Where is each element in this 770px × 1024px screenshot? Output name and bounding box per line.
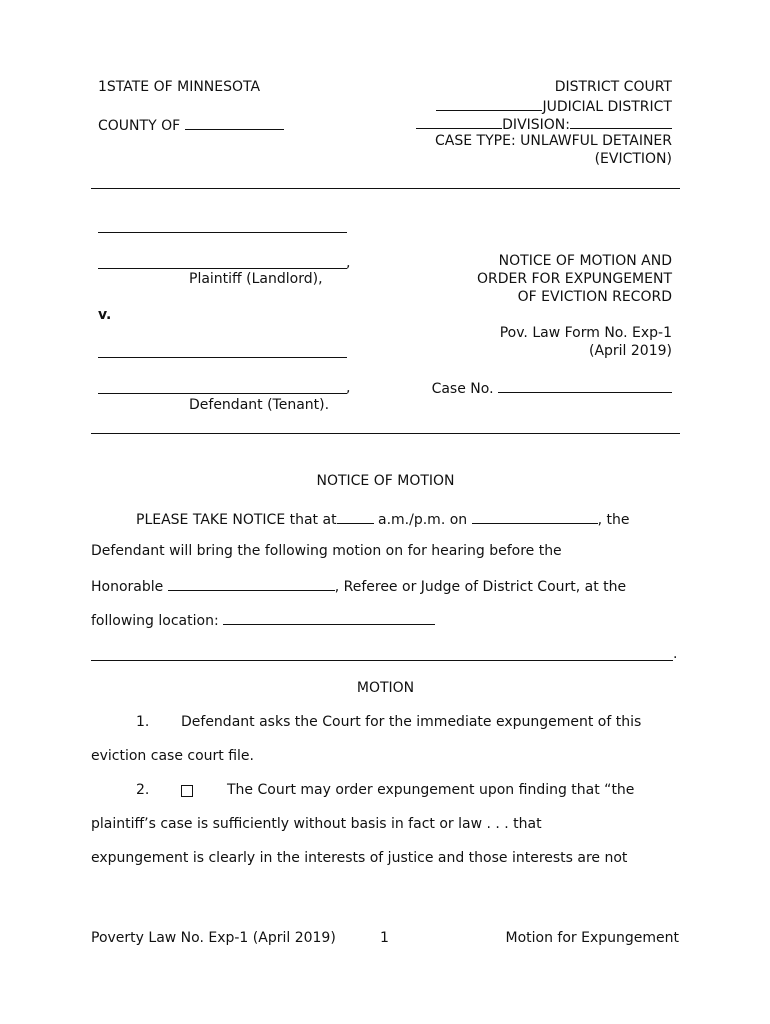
case-type-line1: CASE TYPE: UNLAWFUL DETAINER: [435, 133, 672, 149]
footer-title: Motion for Expungement: [505, 930, 679, 946]
notice-text-honorable: Honorable: [91, 579, 164, 595]
header-divider: [91, 188, 680, 189]
motion-item1-text: Defendant asks the Court for the immediate expungement of this: [181, 714, 642, 730]
motion-item2-checkbox[interactable]: [181, 783, 193, 801]
form-date: (April 2019): [588, 343, 672, 359]
defendant-name-blank-1[interactable]: [98, 357, 347, 358]
state-heading: 1STATE OF MINNESOTA: [98, 79, 261, 95]
notice-text-the: , the: [597, 512, 630, 528]
hearing-date-blank[interactable]: [472, 509, 598, 524]
judicial-district-blank[interactable]: [436, 96, 542, 111]
county-label: COUNTY OF: [98, 118, 181, 134]
division-prefix-blank[interactable]: [416, 114, 502, 129]
motion-item2-text: The Court may order expungement upon finding that “the: [227, 782, 635, 798]
notice-text-at: PLEASE TAKE NOTICE that at: [136, 512, 337, 528]
doc-title-line3: OF EVICTION RECORD: [517, 289, 672, 305]
motion-item2-continued2: expungement is clearly in the interests of justice and those interests are not: [91, 850, 628, 866]
versus-label: v.: [98, 307, 112, 323]
location-blank-2[interactable]: [91, 660, 673, 661]
doc-title-line2: ORDER FOR EXPUNGEMENT: [476, 271, 672, 287]
notice-paragraph-line1: [136, 509, 630, 529]
doc-title-line1: NOTICE OF MOTION AND: [498, 253, 672, 269]
motion-item1-number: 1.: [136, 714, 150, 730]
defendant-name-blank-2[interactable]: [98, 393, 347, 394]
motion-heading: MOTION: [356, 680, 415, 696]
division-blank[interactable]: [570, 114, 672, 129]
judicial-district-line: [436, 96, 672, 116]
defendant-label: Defendant (Tenant).: [189, 397, 330, 413]
location-period: .: [673, 646, 678, 662]
footer-form-id: Poverty Law No. Exp-1 (April 2019): [91, 930, 336, 946]
judge-name-blank[interactable]: [168, 576, 335, 591]
motion-item2-number: 2.: [136, 782, 150, 798]
plaintiff-name-blank-2[interactable]: [98, 268, 347, 269]
motion-item2-continued1: plaintiff’s case is sufficiently without basis in fact or law . . . that: [91, 816, 542, 832]
motion-item1-continued: eviction case court file.: [91, 748, 254, 764]
form-number: Pov. Law Form No. Exp-1: [499, 325, 672, 341]
division-line: [416, 114, 672, 134]
case-number-line: [432, 378, 672, 398]
county-blank[interactable]: [185, 115, 284, 130]
plaintiff-name-blank-1[interactable]: [98, 232, 347, 233]
case-number-blank[interactable]: [498, 378, 672, 393]
caption-divider: [91, 433, 680, 434]
hearing-time-blank[interactable]: [337, 509, 374, 524]
court-heading: DISTRICT COURT: [554, 79, 672, 95]
notice-text-location: following location:: [91, 613, 219, 629]
notice-paragraph-line2: Defendant will bring the following motion on for hearing before the: [91, 543, 562, 559]
notice-paragraph-line3: [91, 576, 626, 596]
notice-text-referee: , Referee or Judge of District Court, at the: [334, 579, 627, 595]
judicial-district-label: JUDICIAL DISTRICT: [542, 99, 672, 115]
plaintiff-comma: ,: [346, 255, 351, 271]
case-type-line2: (EVICTION): [594, 151, 672, 167]
footer-page-number: 1: [380, 930, 389, 946]
notice-heading: NOTICE OF MOTION: [316, 473, 455, 489]
division-label: DIVISION:: [502, 117, 570, 133]
defendant-comma: ,: [346, 380, 351, 396]
plaintiff-label: Plaintiff (Landlord),: [189, 271, 323, 287]
county-line: [98, 115, 284, 135]
notice-paragraph-line4: [91, 610, 435, 630]
notice-text-ampm: a.m./p.m. on: [378, 512, 468, 528]
case-number-label: Case No.: [431, 381, 494, 397]
location-blank-1[interactable]: [223, 610, 435, 625]
